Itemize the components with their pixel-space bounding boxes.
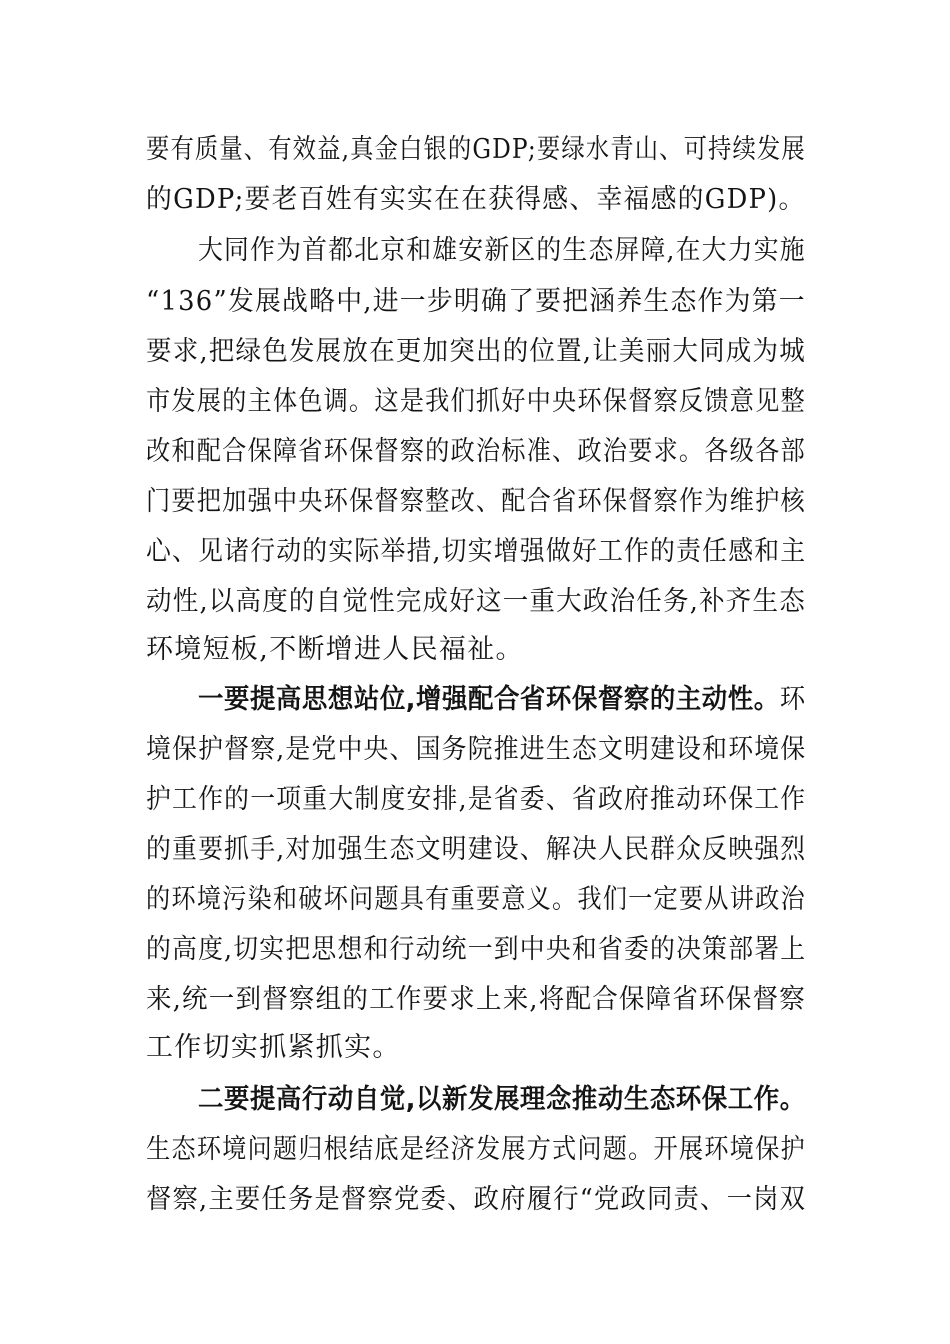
text-line: 来,统一到督察组的工作要求上来,将配合保障省环保督察 <box>146 984 806 1015</box>
heading-line-2 <box>198 1080 806 1120</box>
text-line: 改和配合保障省环保督察的政治标准、政治要求。各级各部 <box>146 436 806 467</box>
text-line: 工作切实抓紧抓实。 <box>146 1032 401 1063</box>
section-heading-1: 一要提高思想站位,增强配合省环保督察的主动性。 <box>198 684 780 715</box>
text-line: 的环境污染和破坏问题具有重要意义。我们一定要从讲政治 <box>146 884 806 915</box>
text-line: 境保护督察,是党中央、国务院推进生态文明建设和环境保 <box>146 734 807 765</box>
text-line: 要有质量、有效益,真金白银的GDP;要绿水青山、可持续发展 <box>146 134 806 165</box>
heading-line-1 <box>198 680 806 720</box>
text-line: 心、见诸行动的实际举措,切实增强做好工作的责任感和主 <box>146 536 807 567</box>
text-run: 环 <box>779 684 807 715</box>
section-heading-2: 二要提高行动自觉,以新发展理念推动生态环保工作。 <box>198 1084 806 1115</box>
text-line: 大同作为首都北京和雄安新区的生态屏障,在大力实施 <box>198 235 806 266</box>
text-line: 生态环境问题归根结底是经济发展方式问题。开展环境保护 <box>146 1134 806 1165</box>
text-line: 督察,主要任务是督察党委、政府履行“党政同责、一岗双 <box>146 1184 807 1215</box>
text-line: 门要把加强中央环保督察整改、配合省环保督察作为维护核 <box>146 486 806 517</box>
text-line: 的重要抓手,对加强生态文明建设、解决人民群众反映强烈 <box>146 834 807 865</box>
text-line: 的GDP;要老百姓有实实在在获得感、幸福感的GDP)。 <box>146 184 806 215</box>
text-line: 的高度,切实把思想和行动统一到中央和省委的决策部署上 <box>146 934 807 965</box>
text-line: 市发展的主体色调。这是我们抓好中央环保督察反馈意见整 <box>146 386 806 417</box>
text-line: 要求,把绿色发展放在更加突出的位置,让美丽大同成为城 <box>146 336 806 367</box>
text-line: 环境短板,不断增进人民福祉。 <box>146 634 524 665</box>
text-line: 护工作的一项重大制度安排,是省委、省政府推动环保工作 <box>146 784 807 815</box>
text-line: 动性,以高度的自觉性完成好这一重大政治任务,补齐生态 <box>146 586 806 617</box>
text-line: “136”发展战略中,进一步明确了要把涵养生态作为第一 <box>146 286 806 317</box>
